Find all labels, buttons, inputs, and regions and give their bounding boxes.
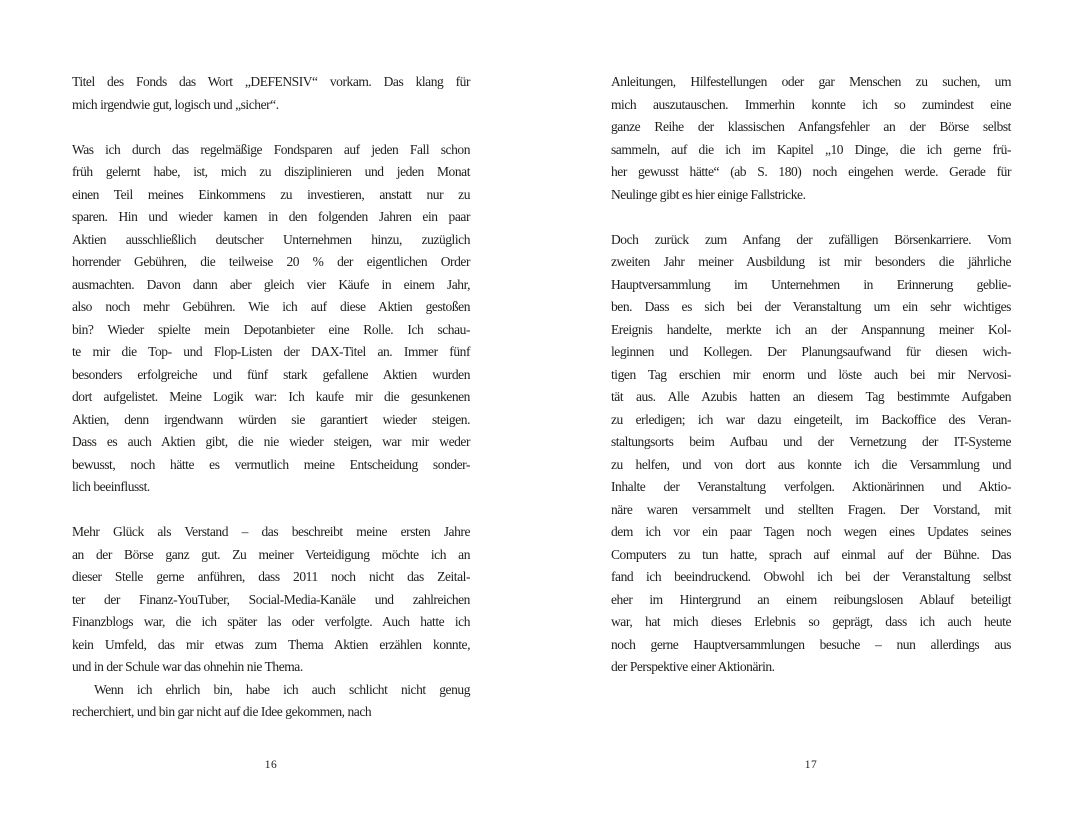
page-number: 16	[264, 759, 278, 771]
text-line: besonders erfolgreiche und fünf stark gefallene Aktien wurden	[72, 366, 470, 382]
text-line: Computers zu tun hatte, sprach auf einmal auf der Bühne. Das	[611, 546, 1011, 562]
text-line: an der Börse ganz gut. Zu meiner Verteidigung möchte ich an	[72, 546, 470, 562]
text-line: ben. Dass es sich bei der Veranstaltung um ein sehr wichtiges	[611, 299, 1011, 314]
text-line: sammeln, auf die ich im Kapitel „10 Dinge, die ich gerne frü-	[611, 141, 1011, 157]
paragraph	[611, 71, 1011, 206]
text-line: näre waren versammelt und stellten Fragen. Der Vorstand, mit	[611, 501, 1011, 517]
text-line: Aktien ausschließlich deutscher Unternehmen hinzu, zuzüglich	[72, 231, 470, 247]
text-line: dieser Stelle gerne anführen, dass 2011 noch nicht das Zeital-	[72, 569, 470, 584]
text-line: Doch zurück zum Anfang der zufälligen Börsenkarriere. Vom	[611, 231, 1011, 247]
text-line: Inhalte der Veranstaltung verfolgen. Aktionärinnen und Aktio-	[611, 479, 1011, 494]
text-line: dort aufgelistet. Meine Logik war: Ich kaufe mir die gesunkenen	[72, 389, 470, 404]
text-line: zu erledigen; ich war dazu eingeteilt, im Backoffice des Veran-	[611, 411, 1011, 427]
page-text	[611, 71, 1011, 679]
text-line: Was ich durch das regelmäßige Fondsparen auf jeden Fall schon	[72, 141, 470, 157]
text-line: früh gelernt habe, ist, mich zu disziplinieren und jeden Monat	[72, 164, 470, 179]
text-line: leginnen und Kollegen. Der Planungsaufwand für diesen wich-	[611, 344, 1011, 359]
text-line: der Perspektive einer Aktionärin.	[611, 659, 775, 674]
text-line: te mir die Top- und Flop-Listen der DAX-Titel an. Immer fünf	[72, 344, 470, 359]
text-line: eher im Hintergrund an einem reibungslosen Ablauf beteiligt	[611, 591, 1011, 607]
book-page-right	[611, 71, 1011, 771]
text-line: ganze Reihe der klassischen Anfangsfehler an der Börse selbst	[611, 119, 1011, 134]
text-line: dem ich vor ein paar Tagen noch wegen eines Updates seines	[611, 524, 1011, 539]
text-line: und in der Schule war das ohnehin nie Thema.	[72, 659, 303, 674]
text-line: war, hat mich dieses Erlebnis so geprägt, dass ich auch heute	[611, 614, 1011, 629]
text-line: her gewusst hätte“ (ab S. 180) noch eingehen werde. Gerade für	[611, 164, 1011, 179]
paragraph	[72, 521, 470, 679]
text-line: einen Teil meines Einkommens zu investieren, anstatt nur zu	[72, 186, 470, 202]
text-line: recherchiert, und bin gar nicht auf die Idee gekommen, nach	[72, 704, 372, 719]
text-line: zu helfen, und von dort aus konnte ich die Versammlung und	[611, 456, 1011, 472]
text-line: tät aus. Alle Azubis hatten an diesem Tag bestimmte Aufgaben	[611, 389, 1011, 404]
text-line: Aktien, denn irgendwann würden sie garantiert wieder steigen.	[72, 411, 470, 427]
text-line: zweiten Jahr meiner Ausbildung ist mir besonders die jährliche	[611, 254, 1011, 269]
text-line: Dass es auch Aktien gibt, die nie wieder steigen, war mir weder	[72, 434, 470, 449]
text-line: Finanzblogs war, die ich später las oder verfolgte. Auch hatte ich	[72, 614, 470, 629]
text-line: Ereignis handelte, merkte ich an der Anspannung meiner Kol-	[611, 321, 1011, 337]
text-line: horrender Gebühren, die teilweise 20 % der eigentlichen Order	[72, 254, 470, 269]
text-line: noch gerne Hauptversammlungen besuche – nun allerdings aus	[611, 636, 1011, 652]
text-line: bewusst, noch hätte es vermutlich meine Entscheidung sonder-	[72, 456, 470, 472]
text-line: staltungsorts beim Aufbau und der Vernetzung der IT-Systeme	[611, 434, 1011, 449]
text-line: Hauptversammlung im Unternehmen in Erinnerung geblie-	[611, 276, 1011, 292]
text-line: Wenn ich ehrlich bin, habe ich auch schlicht nicht genug	[94, 681, 470, 697]
text-line: also noch mehr Gebühren. Wie ich auf diese Aktien gestoßen	[72, 299, 470, 314]
paragraph	[72, 139, 470, 499]
text-line: sparen. Hin und wieder kamen in den folgenden Jahren ein paar	[72, 209, 470, 224]
paragraph	[72, 71, 470, 116]
text-line: lich beeinflusst.	[72, 479, 150, 494]
page-text	[72, 71, 470, 724]
text-line: ter der Finanz-YouTuber, Social-Media-Kanäle und zahlreichen	[72, 591, 470, 607]
paragraph	[72, 679, 470, 724]
text-line: mich auszutauschen. Immerhin konnte ich so zumindest eine	[611, 96, 1011, 112]
page-number: 17	[804, 759, 818, 771]
paragraph	[611, 229, 1011, 679]
text-line: mich irgendwie gut, logisch und „sicher“.	[72, 96, 279, 112]
text-line: Mehr Glück als Verstand – das beschreibt meine ersten Jahre	[72, 524, 470, 539]
text-line: Titel des Fonds das Wort „DEFENSIV“ vorkam. Das klang für	[72, 74, 470, 89]
text-line: Anleitungen, Hilfestellungen oder gar Menschen zu suchen, um	[611, 74, 1011, 89]
text-line: tigen Tag erschien mir enorm und löste auch bei mir Nervosi-	[611, 366, 1011, 382]
book-page-left	[72, 71, 470, 771]
text-line: ausmachten. Davon dann aber gleich vier Käufe in einem Jahr,	[72, 276, 470, 292]
text-line: fand ich beeindruckend. Obwohl ich bei der Veranstaltung selbst	[611, 569, 1011, 584]
text-line: Neulinge gibt es hier einige Fallstricke.	[611, 186, 806, 202]
text-line: kein Umfeld, das mir etwas zum Thema Aktien erzählen konnte,	[72, 636, 470, 652]
text-line: bin? Wieder spielte mein Depotanbieter eine Rolle. Ich schau-	[72, 321, 470, 337]
